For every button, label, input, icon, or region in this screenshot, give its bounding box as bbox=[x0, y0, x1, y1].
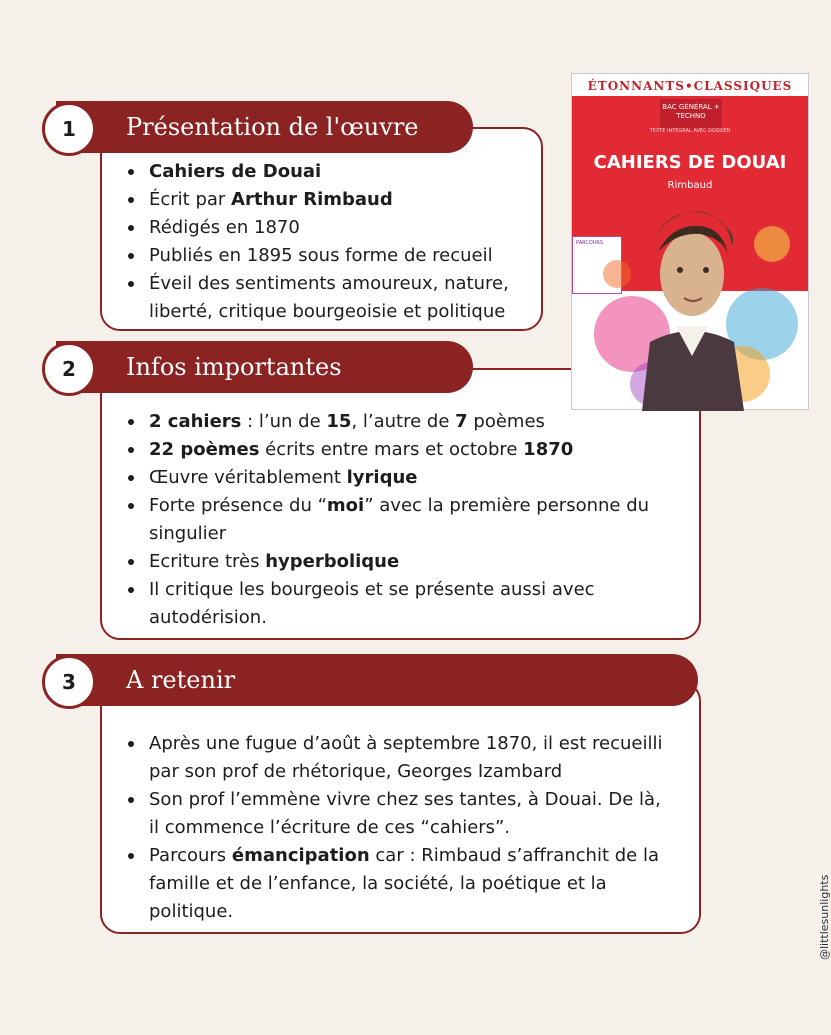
list-item bbox=[125, 436, 665, 464]
list-item bbox=[125, 408, 665, 436]
section-3-number: 3 bbox=[42, 655, 96, 709]
section-3-title: A retenir bbox=[56, 654, 698, 706]
list-item bbox=[125, 270, 525, 326]
bold-text: 2 cahiers bbox=[149, 411, 242, 432]
list-item bbox=[125, 464, 665, 492]
section-2-number: 2 bbox=[42, 342, 96, 396]
list-item bbox=[125, 548, 665, 576]
text: Œuvre véritablement bbox=[149, 467, 347, 488]
section-2-title: Infos importantes bbox=[56, 341, 473, 393]
bold-text: 22 poèmes bbox=[149, 439, 260, 460]
section-1-title: Présentation de l'œuvre bbox=[56, 101, 473, 153]
text: Écrit par bbox=[149, 189, 232, 210]
list-item bbox=[125, 492, 665, 548]
list-item bbox=[125, 158, 525, 186]
author-handle: @littlesunlights bbox=[818, 874, 831, 960]
book-title: CAHIERS DE DOUAI bbox=[593, 152, 787, 173]
text: : l’un de bbox=[241, 411, 327, 432]
text: Rédigés en 1870 bbox=[149, 217, 300, 238]
text: , l’autre de bbox=[351, 411, 456, 432]
text: ” avec la première personne du singulier bbox=[149, 495, 650, 544]
list-item bbox=[125, 842, 670, 926]
section-2-list bbox=[125, 408, 665, 632]
bold-text: lyrique bbox=[346, 467, 418, 488]
text: Forte présence du “ bbox=[149, 495, 327, 516]
book-bac-badge: BAC GÉNÉRAL + TECHNO bbox=[660, 99, 722, 129]
book-subline: TEXTE INTÉGRAL AVEC DOSSIER bbox=[649, 128, 731, 134]
list-item bbox=[125, 242, 525, 270]
list-item bbox=[125, 786, 670, 842]
text: car : Rimbaud s’affranchit de la famille et de l’enfance, la société, la poétique et la politique. bbox=[149, 845, 659, 922]
bold-text: moi bbox=[326, 495, 365, 516]
bold-text: 1870 bbox=[523, 439, 574, 460]
bold-text: Cahiers de Douai bbox=[149, 161, 322, 182]
text: Après une fugue d’août à septembre 1870, il est recueilli par son prof de rhétorique, Georges Izambard bbox=[149, 733, 663, 782]
list-item bbox=[125, 214, 525, 242]
book-series: ÉTONNANTS•CLASSIQUES bbox=[572, 74, 808, 96]
text: Ecriture très bbox=[149, 551, 266, 572]
section-1-number: 1 bbox=[42, 102, 96, 156]
text: Publiés en 1895 sous forme de recueil bbox=[149, 245, 493, 266]
text: Il critique les bourgeois et se présente aussi avec autodérision. bbox=[149, 579, 595, 628]
list-item bbox=[125, 186, 525, 214]
list-item bbox=[125, 576, 665, 632]
text: Éveil des sentiments amoureux, nature, liberté, critique bourgeoisie et politique bbox=[149, 273, 509, 322]
list-item bbox=[125, 730, 670, 786]
text: Parcours bbox=[149, 845, 232, 866]
book-cover bbox=[571, 73, 809, 410]
section-1-list bbox=[125, 158, 525, 326]
text: Son prof l’emmène vivre chez ses tantes, à Douai. De là, il commence l’écriture de ces “cahiers”. bbox=[149, 789, 661, 838]
book-author: Rimbaud bbox=[667, 180, 713, 191]
bold-text: 15 bbox=[326, 411, 352, 432]
text: poèmes bbox=[467, 411, 545, 432]
bold-text: hyperbolique bbox=[265, 551, 400, 572]
book-parcours-label: PARCOURS bbox=[572, 236, 622, 294]
bold-text: Arthur Rimbaud bbox=[231, 189, 393, 210]
bold-text: émancipation bbox=[231, 845, 370, 866]
bold-text: 7 bbox=[455, 411, 468, 432]
rimbaud-portrait-illustration bbox=[572, 74, 810, 411]
section-3-list bbox=[125, 730, 670, 926]
text: écrits entre mars et octobre bbox=[259, 439, 524, 460]
